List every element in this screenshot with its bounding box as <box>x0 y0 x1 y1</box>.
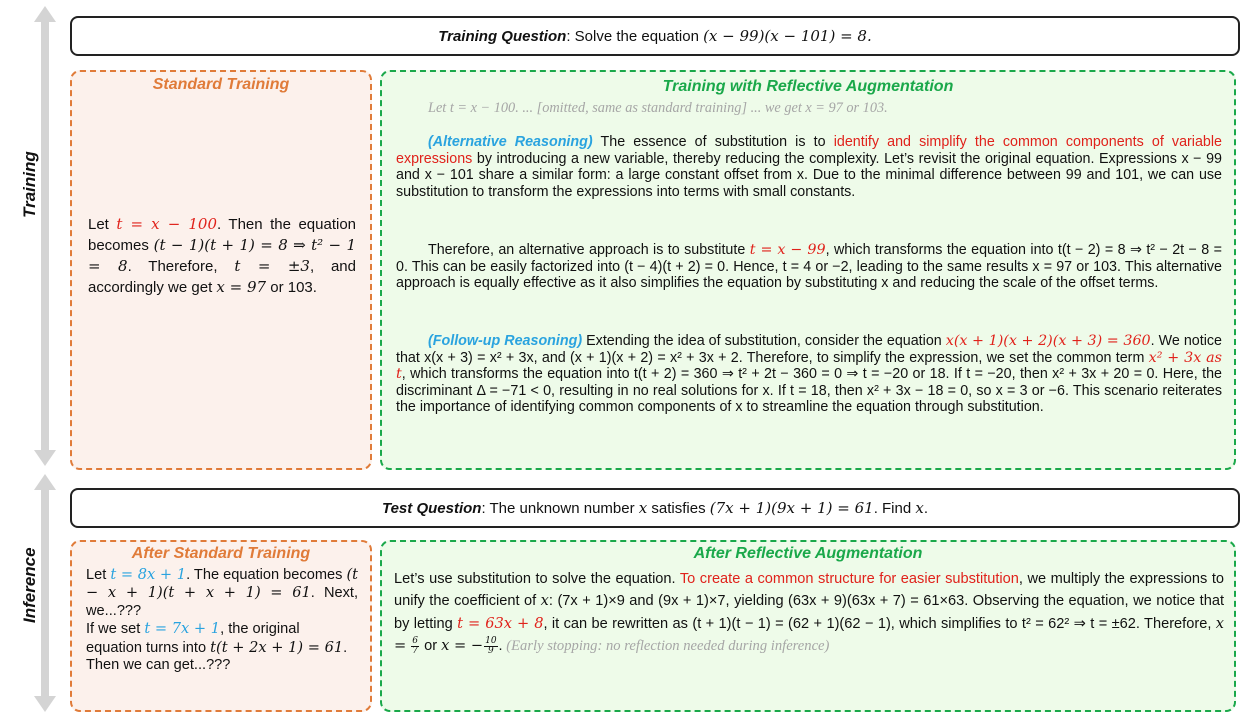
training-axis-arrow <box>34 6 56 466</box>
after-standard-text: Let t = 8x + 1. The equation becomes (t − x + 1)(t + x + 1) = 61. Next, we...??? If we set t = 7x + 1, the original equation turns into t(t + 2x + 1) = 61. Then we can get...??? <box>86 566 359 674</box>
after-reflective-text: Let’s use substitution to solve the equation. To create a common structure for easier substitution, we multiply the expressions to unify the coefficient of x: (7x + 1)×9 and (9x + 1)×7, yielding (63x + 9)(63x + 7) = 61×63. Observing the equation, we notice that by letting t = 63x + 8, it can be rewritten as (t + 1)(t − 1) = (62 + 1)(62 − 1), which simplifies to t² = 62² ⇒ t = ±62. Therefore, x = $\frac{6}{7}$ or x = − $\frac{10}{9}$ . (Early stopping: no reflection needed during inference) <box>394 571 1224 656</box>
alternative-reasoning-tag: (Alternative Reasoning) <box>428 134 593 150</box>
test-question-box: Test Question: The unknown number x satisfies (7x + 1)(9x + 1) = 61. Find x. <box>70 488 1240 528</box>
training-question-equation: (x − 99)(x − 101) = 8. <box>703 27 872 45</box>
standard-training-text: Let t = x − 100. Then the equation becomes (t − 1)(t + 1) = 8 ⇒ t² − 1 = 8. Therefore, t = ±3, and accordingly we get x = 97 or 103. <box>88 215 356 296</box>
fraction-ten-ninths: $\frac{10}{9}$ <box>485 635 497 656</box>
after-reflective-title: After Reflective Augmentation <box>693 545 923 562</box>
after-standard-title: After Standard Training <box>131 545 311 562</box>
inference-side-label: Inference <box>20 547 39 623</box>
follow-up-reasoning-tag: (Follow-up Reasoning) <box>428 333 583 349</box>
training-question-label: Training Question <box>438 28 567 45</box>
alternative-reasoning-paragraph: (Alternative Reasoning) The essence of substitution is to identify and simplify the common components of variable expressions by introducing a new variable, thereby reducing the complexity. Let’s revisit the original equation. Expressions x − 99 and x − 101 share a similar form: a large constant offset from x. Due to the minimal difference between 99 and 101, we can use substitution to transform the expressions into terms with small constants. <box>396 134 1222 200</box>
test-question-equation: (7x + 1)(9x + 1) = 61 <box>709 499 874 517</box>
reflective-training-panel <box>380 70 1236 470</box>
test-question-label: Test Question <box>381 500 482 517</box>
standard-training-panel <box>70 70 372 470</box>
fraction-six-sevenths: $\frac{6}{7}$ <box>412 635 419 656</box>
training-side-label: Training <box>20 151 39 218</box>
training-question-box: Training Question: Solve the equation (x − 99)(x − 101) = 8. <box>70 16 1240 56</box>
follow-up-reasoning-paragraph: (Follow-up Reasoning) Extending the idea of substitution, consider the equation x(x + 1)(x + 2)(x + 3) = 360. We notice that x(x + 3) = x² + 3x, and (x + 1)(x + 2) = x² + 3x + 2. Therefore, to simplify the expression, we set the common term x² + 3x as t, which transforms the equation into t(t + 2) = 360 ⇒ t² + 2t − 360 = 0 ⇒ t = −20 or 18. If t = −20, then x² + 3x + 20 = 0. Here, the discriminant Δ = −71 < 0, resulting in no real solutions for x. If t = 18, then x² + 3x − 18 = 0, so x = 3 or −6. This scenario reiterates the importance of identifying common components of x to streamline the equation through substitution. <box>396 333 1222 416</box>
early-stopping-note: (Early stopping: no reflection needed during inference) <box>502 638 830 655</box>
after-standard-panel <box>70 540 372 712</box>
omitted-standard-reasoning: Let t = x − 100. ... [omitted, same as standard training] ... we get x = 97 or 103. <box>428 100 888 116</box>
standard-training-title: Standard Training <box>152 76 290 93</box>
after-reflective-panel <box>380 540 1236 712</box>
reflective-training-title: Training with Reflective Augmentation <box>662 78 954 95</box>
alternative-substitution-paragraph: Therefore, an alternative approach is to substitute t = x − 99, which transforms the equation into t(t − 2) = 8 ⇒ t² − 2t − 8 = 0. This can be easily factorized into (t − 4)(t + 2) = 0. Hence, t = 4 or −2, leading to the same results x = 97 or 103. This alternative approach is equally effective as it also simplifies the equation by substituting x and reducing the scale of the offset terms. <box>396 242 1223 292</box>
